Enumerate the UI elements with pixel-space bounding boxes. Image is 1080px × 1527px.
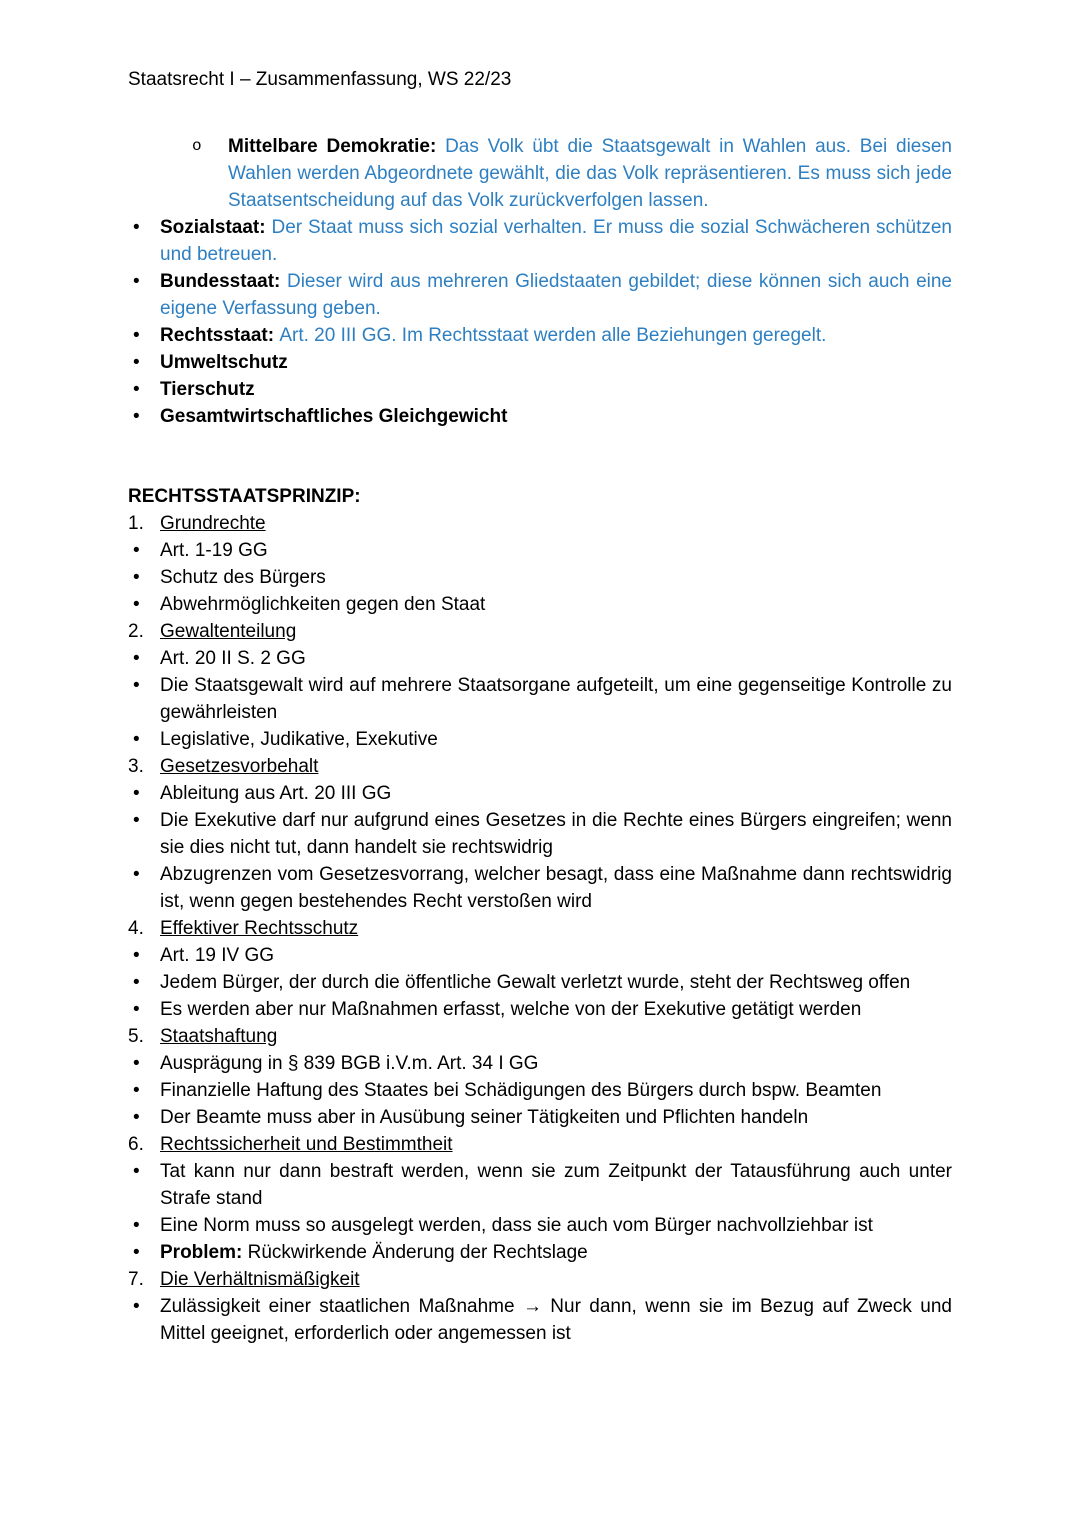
bullet-icon: • bbox=[133, 972, 140, 993]
text-run: Problem: bbox=[160, 1242, 248, 1263]
list-item bbox=[128, 214, 952, 268]
bullet-icon: • bbox=[133, 675, 140, 696]
text-run: Die Exekutive darf nur aufgrund eines Gesetzes in die Rechte eines Bürgers eingreifen; wenn sie dies nicht tut, dann handelt sie rechtswidrig bbox=[160, 810, 952, 858]
text-run: Die Verhältnismäßigkeit bbox=[160, 1269, 360, 1290]
text-run: Schutz des Bürgers bbox=[160, 567, 326, 588]
list-item bbox=[128, 1212, 952, 1239]
list-number: 5. bbox=[128, 1026, 144, 1047]
list-item bbox=[128, 268, 952, 322]
text-run: Ableitung aus Art. 20 III GG bbox=[160, 783, 392, 804]
bullet-icon: • bbox=[133, 945, 140, 966]
list-item bbox=[128, 1293, 952, 1347]
circle-bullet-icon: o bbox=[192, 137, 202, 155]
bullet-icon: • bbox=[133, 1053, 140, 1074]
text-run: Legislative, Judikative, Exekutive bbox=[160, 729, 438, 750]
list-number: 3. bbox=[128, 756, 144, 777]
list-number: 6. bbox=[128, 1134, 144, 1155]
text-run: Art. 19 IV GG bbox=[160, 945, 275, 966]
bullet-icon: • bbox=[133, 1107, 140, 1128]
text-run: Es werden aber nur Maßnahmen erfasst, welche von der Exekutive getätigt werden bbox=[160, 999, 862, 1020]
bullet-icon: • bbox=[133, 379, 140, 400]
list-item bbox=[128, 969, 952, 996]
text-run: Staatshaftung bbox=[160, 1026, 278, 1047]
numbered-list-item bbox=[128, 1266, 952, 1293]
list-number: 7. bbox=[128, 1269, 144, 1290]
numbered-list-item bbox=[128, 753, 952, 780]
text-run: Die Staatsgewalt wird auf mehrere Staatsorgane aufgeteilt, um eine gegenseitige Kontrolle zu gewährleisten bbox=[160, 675, 952, 723]
numbered-list-item bbox=[128, 915, 952, 942]
text-run: Das Volk übt die Staatsgewalt in Wahlen aus. Bei diesen Wahlen werden Abgeordnete gewählt, die das Volk repräsentieren. Es muss sich jede Staatsentscheidung auf das Volk zurückverfolgen lassen. bbox=[228, 136, 952, 211]
text-run: Tierschutz bbox=[160, 379, 255, 400]
bullet-icon: • bbox=[133, 729, 140, 750]
text-run: Abzugrenzen vom Gesetzesvorrang, welcher besagt, dass eine Maßnahme dann rechtswidrig ist, wenn gegen bestehendes Recht verstoßen wird bbox=[160, 864, 952, 912]
text-run: Gesetzesvorbehalt bbox=[160, 756, 319, 777]
list-item bbox=[128, 564, 952, 591]
bullet-icon: • bbox=[133, 271, 140, 292]
text-run: Grundrechte bbox=[160, 513, 266, 534]
text-run: Eine Norm muss so ausgelegt werden, dass sie auch vom Bürger nachvollziehbar ist bbox=[160, 1215, 873, 1236]
bullet-icon: • bbox=[133, 648, 140, 669]
list-item bbox=[128, 942, 952, 969]
bullet-icon: • bbox=[133, 352, 140, 373]
text-run: Bundesstaat: bbox=[160, 271, 287, 292]
text-run: Abwehrmöglichkeiten gegen den Staat bbox=[160, 594, 486, 615]
bullet-icon: • bbox=[133, 594, 140, 615]
text-run: Dieser wird aus mehreren Gliedstaaten gebildet; diese können sich auch eine eigene Verfassung geben. bbox=[160, 271, 952, 319]
text-run: Tat kann nur dann bestraft werden, wenn sie zum Zeitpunkt der Tatausführung auch unter Strafe stand bbox=[160, 1161, 952, 1209]
text-run: Finanzielle Haftung des Staates bei Schädigungen des Bürgers durch bspw. Beamten bbox=[160, 1080, 882, 1101]
text-run: Rechtsstaat: bbox=[160, 325, 280, 346]
text-run: Mittelbare Demokratie: bbox=[228, 136, 446, 157]
text-run: Der Staat muss sich sozial verhalten. Er muss die sozial Schwächeren schützen und betreuen. bbox=[160, 217, 952, 265]
bullet-icon: • bbox=[133, 1296, 140, 1317]
list-item bbox=[128, 807, 952, 861]
text-run: Gesamtwirtschaftliches Gleichgewicht bbox=[160, 406, 508, 427]
list-number: 2. bbox=[128, 621, 144, 642]
list-item bbox=[128, 726, 952, 753]
text-run: Ausprägung in § 839 BGB i.V.m. Art. 34 I GG bbox=[160, 1053, 539, 1074]
bullet-icon: • bbox=[133, 217, 140, 238]
list-item bbox=[128, 1077, 952, 1104]
bullet-icon: • bbox=[133, 1161, 140, 1182]
list-item bbox=[128, 403, 952, 430]
list-item bbox=[128, 861, 952, 915]
text-run: Gewaltenteilung bbox=[160, 621, 297, 642]
bullet-icon: • bbox=[133, 810, 140, 831]
list-item bbox=[128, 645, 952, 672]
list-item bbox=[128, 349, 952, 376]
list-item bbox=[128, 591, 952, 618]
text-run: Effektiver Rechtsschutz bbox=[160, 918, 359, 939]
bullet-icon: • bbox=[133, 540, 140, 561]
list-item bbox=[128, 133, 952, 214]
bullet-icon: • bbox=[133, 567, 140, 588]
text-run: Sozialstaat: bbox=[160, 217, 272, 238]
list-number: 1. bbox=[128, 513, 144, 534]
document-content bbox=[128, 133, 952, 1347]
text-run: Rechtssicherheit und Bestimmtheit bbox=[160, 1134, 453, 1155]
text-run: Art. 20 III GG. Im Rechtsstaat werden alle Beziehungen geregelt. bbox=[279, 325, 827, 346]
list-item bbox=[128, 996, 952, 1023]
text-run: Art. 20 II S. 2 GG bbox=[160, 648, 306, 669]
numbered-list-item bbox=[128, 618, 952, 645]
text-run: Zulässigkeit einer staatlichen Maßnahme → Nur dann, wenn sie im Bezug auf Zweck und Mittel geeignet, erforderlich oder angemessen ist bbox=[160, 1296, 952, 1344]
list-item bbox=[128, 672, 952, 726]
page-title: Staatsrecht I – Zusammenfassung, WS 22/23 bbox=[128, 69, 512, 90]
bullet-icon: • bbox=[133, 1242, 140, 1263]
list-number: 4. bbox=[128, 918, 144, 939]
numbered-list-item bbox=[128, 510, 952, 537]
list-item bbox=[128, 537, 952, 564]
bullet-icon: • bbox=[133, 864, 140, 885]
list-item bbox=[128, 780, 952, 807]
list-item bbox=[128, 322, 952, 349]
text-run: Rückwirkende Änderung der Rechtslage bbox=[247, 1242, 588, 1263]
bullet-icon: • bbox=[133, 999, 140, 1020]
section-heading bbox=[128, 483, 952, 510]
list-item bbox=[128, 1050, 952, 1077]
list-item bbox=[128, 1158, 952, 1212]
bullet-icon: • bbox=[133, 406, 140, 427]
text-run: Art. 1-19 GG bbox=[160, 540, 268, 561]
bullet-icon: • bbox=[133, 1080, 140, 1101]
bullet-icon: • bbox=[133, 783, 140, 804]
list-item bbox=[128, 376, 952, 403]
list-item bbox=[128, 1239, 952, 1266]
text-run: Umweltschutz bbox=[160, 352, 288, 373]
text-run: RECHTSSTAATSPRINZIP: bbox=[128, 486, 361, 507]
text-run: Jedem Bürger, der durch die öffentliche Gewalt verletzt wurde, steht der Rechtsweg offen bbox=[160, 972, 911, 993]
numbered-list-item bbox=[128, 1131, 952, 1158]
numbered-list-item bbox=[128, 1023, 952, 1050]
bullet-icon: • bbox=[133, 325, 140, 346]
list-item bbox=[128, 1104, 952, 1131]
text-run: Der Beamte muss aber in Ausübung seiner Tätigkeiten und Pflichten handeln bbox=[160, 1107, 809, 1128]
bullet-icon: • bbox=[133, 1215, 140, 1236]
